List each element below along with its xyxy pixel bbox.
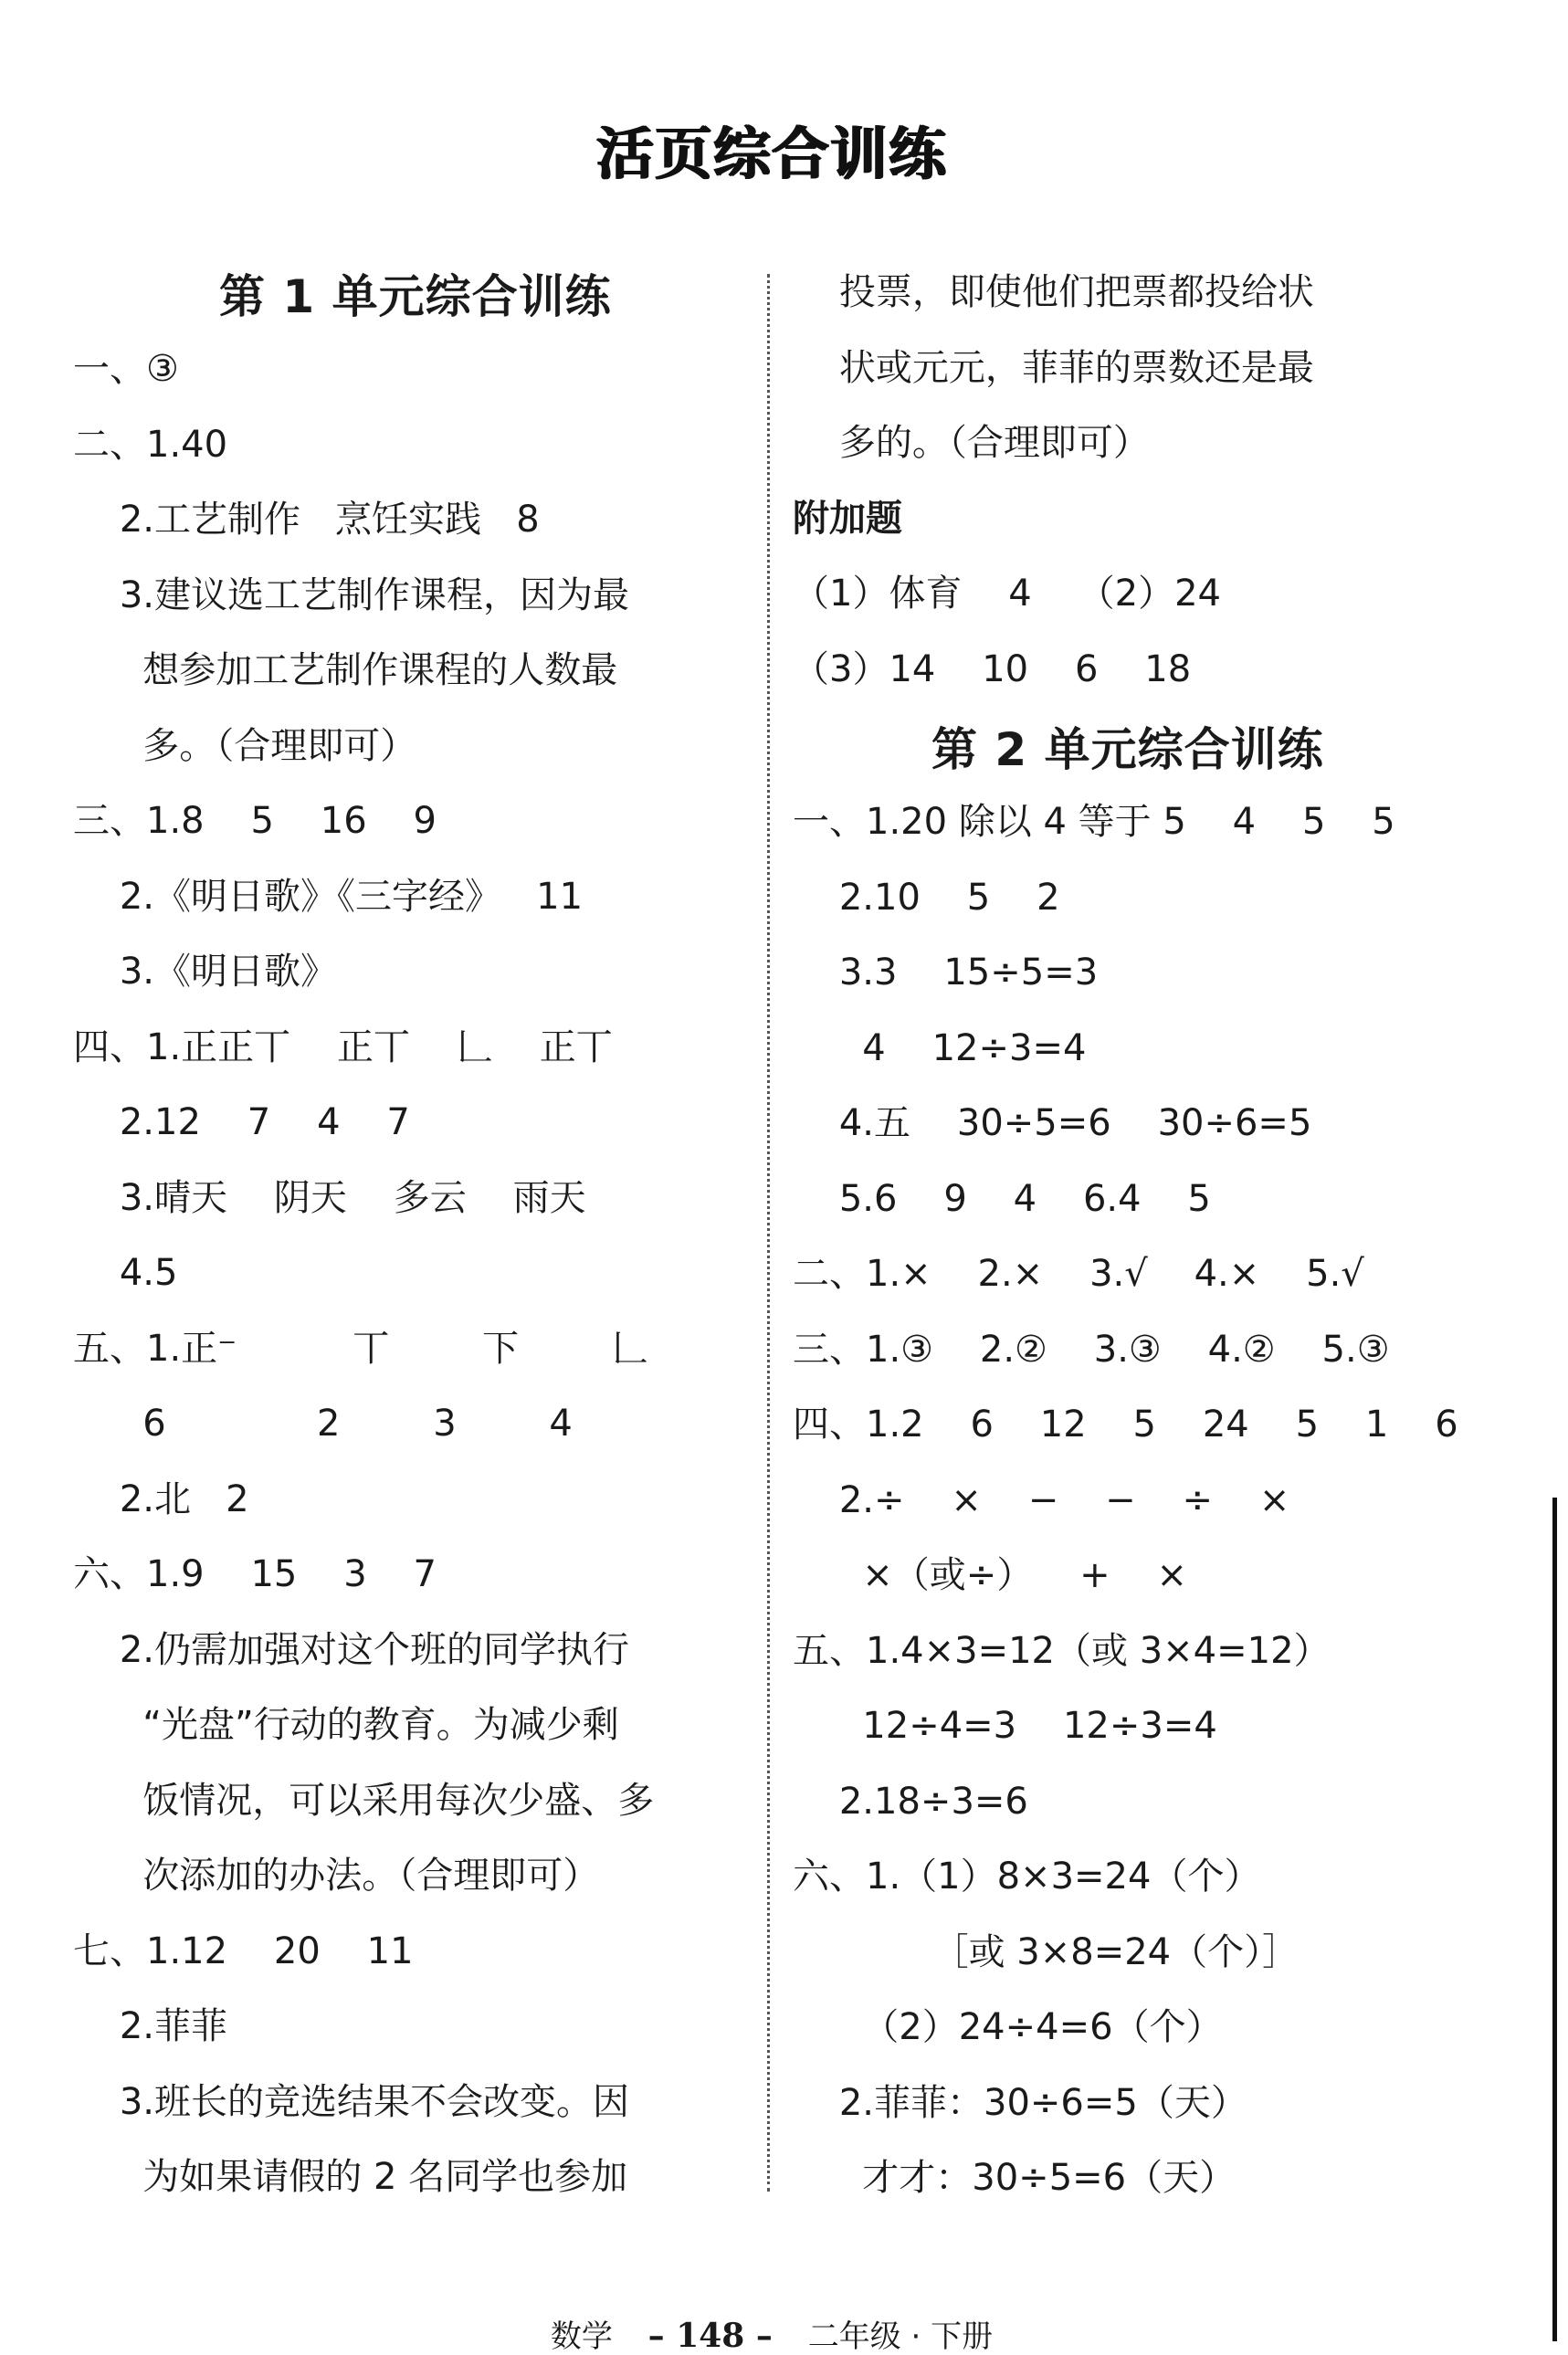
unit1-heading: 第 1 单元综合训练	[219, 270, 612, 323]
left-answer-line-20: 饭情况，可以采用每次少盛、多	[73, 1779, 655, 1822]
unit2-answer-line-13: 12÷4=3 12÷3=4	[793, 1705, 1217, 1747]
unit2-answer-line-7: 二、1.× 2.× 3.√ 4.× 5.√	[793, 1253, 1364, 1295]
footer-page-number: – 148 –	[647, 2317, 773, 2355]
left-answer-line-15: 6 2 3 4	[73, 1403, 573, 1445]
unit2-answer-line-11: ×（或÷） + ×	[793, 1554, 1188, 1596]
left-answer-line-16: 2.北 2	[73, 1477, 249, 1520]
left-answer-line-25: 为如果请假的 2 名同学也参加	[73, 2156, 628, 2198]
left-answer-line-22: 七、1.12 20 11	[73, 1929, 414, 1972]
unit2-answer-line-19: 才才：30÷5=6（天）	[793, 2157, 1237, 2199]
left-answer-line-6: 多。（合理即可）	[73, 724, 417, 767]
left-answer-line-24: 3.班长的竞选结果不会改变。因	[73, 2080, 630, 2123]
unit2-answer-line-9: 四、1.2 6 12 5 24 5 1 6	[793, 1404, 1458, 1446]
right-continued-line-3: 多的。（合理即可）	[793, 422, 1150, 464]
unit2-answer-line-8: 三、1.③ 2.② 3.③ 4.② 5.③	[793, 1328, 1390, 1371]
extra-questions-heading: 附加题	[793, 498, 902, 540]
footer-grade: 二年级 · 下册	[807, 2318, 994, 2355]
right-continued-line-2: 状或元元，菲菲的票数还是最	[793, 346, 1314, 389]
left-answer-line-5: 想参加工艺制作课程的人数最	[73, 649, 618, 691]
left-answer-line-14: 五、1.正⁻ 丅 下 𠃊	[73, 1327, 648, 1370]
page-footer	[0, 2317, 1543, 2355]
unit2-heading: 第 2 单元综合训练	[931, 723, 1324, 776]
left-answer-line-12: 3.晴天 阴天 多云 雨天	[73, 1176, 586, 1219]
unit2-answer-line-10: 2.÷ × − − ÷ ×	[793, 1478, 1290, 1521]
unit2-answer-line-1: 一、1.20 除以 4 等于 5 4 5 5	[793, 801, 1395, 843]
unit2-answer-line-2: 2.10 5 2	[793, 876, 1060, 919]
unit2-answer-line-17: （2）24÷4=6（个）	[793, 2006, 1223, 2048]
left-answer-line-21: 次添加的办法。（合理即可）	[73, 1855, 600, 1897]
left-answer-line-23: 2.菲菲	[73, 2005, 228, 2047]
unit2-answer-line-14: 2.18÷3=6	[793, 1780, 1028, 1823]
unit2-answer-line-15: 六、1.（1）8×3=24（个）	[793, 1856, 1261, 1898]
extra-question-line-2: （3）14 10 6 18	[793, 647, 1192, 690]
footer-subject: 数学	[550, 2318, 613, 2355]
page-title: 活页综合训练	[595, 121, 947, 187]
left-answer-line-7: 三、1.8 5 16 9	[73, 800, 437, 842]
unit2-answer-line-5: 4.五 30÷5=6 30÷6=5	[793, 1102, 1312, 1144]
unit2-answer-line-18: 2.菲菲：30÷6=5（天）	[793, 2081, 1247, 2124]
left-answer-line-3: 2.工艺制作 烹饪实践 8	[73, 499, 540, 541]
unit2-answer-line-6: 5.6 9 4 6.4 5	[793, 1177, 1211, 1220]
left-answer-line-13: 4.5	[73, 1252, 178, 1294]
unit2-answer-line-12: 五、1.4×3=12（或 3×4=12）	[793, 1629, 1331, 1672]
unit2-answer-line-16: ［或 3×8=24（个）］	[793, 1930, 1300, 1973]
unit2-answer-line-3: 3.3 15÷5=3	[793, 951, 1099, 994]
left-answer-line-17: 六、1.9 15 3 7	[73, 1553, 437, 1595]
left-answer-line-8: 2.《明日歌》《三字经》 11	[73, 875, 584, 918]
left-answer-line-2: 二、1.40	[73, 423, 228, 466]
left-answer-line-11: 2.12 7 4 7	[73, 1101, 410, 1143]
right-continued-line-1: 投票，即使他们把票都投给状	[793, 271, 1314, 313]
left-answer-line-4: 3.建议选工艺制作课程，因为最	[73, 573, 630, 616]
left-answer-line-1: 一、③	[73, 348, 179, 390]
scan-edge-line	[1552, 1498, 1557, 2341]
extra-question-line-1: （1）体育 4 （2）24	[793, 573, 1221, 615]
left-answer-line-10: 四、1.正正丅 正丅 𠃊 正丅	[73, 1025, 613, 1068]
unit2-answer-line-4: 4 12÷3=4	[793, 1026, 1087, 1069]
column-divider	[767, 274, 770, 2192]
left-answer-line-18: 2.仍需加强对这个班的同学执行	[73, 1628, 630, 1671]
left-answer-line-19: “光盘”行动的教育。为减少剩	[73, 1704, 619, 1746]
left-answer-line-9: 3.《明日歌》	[73, 951, 338, 993]
